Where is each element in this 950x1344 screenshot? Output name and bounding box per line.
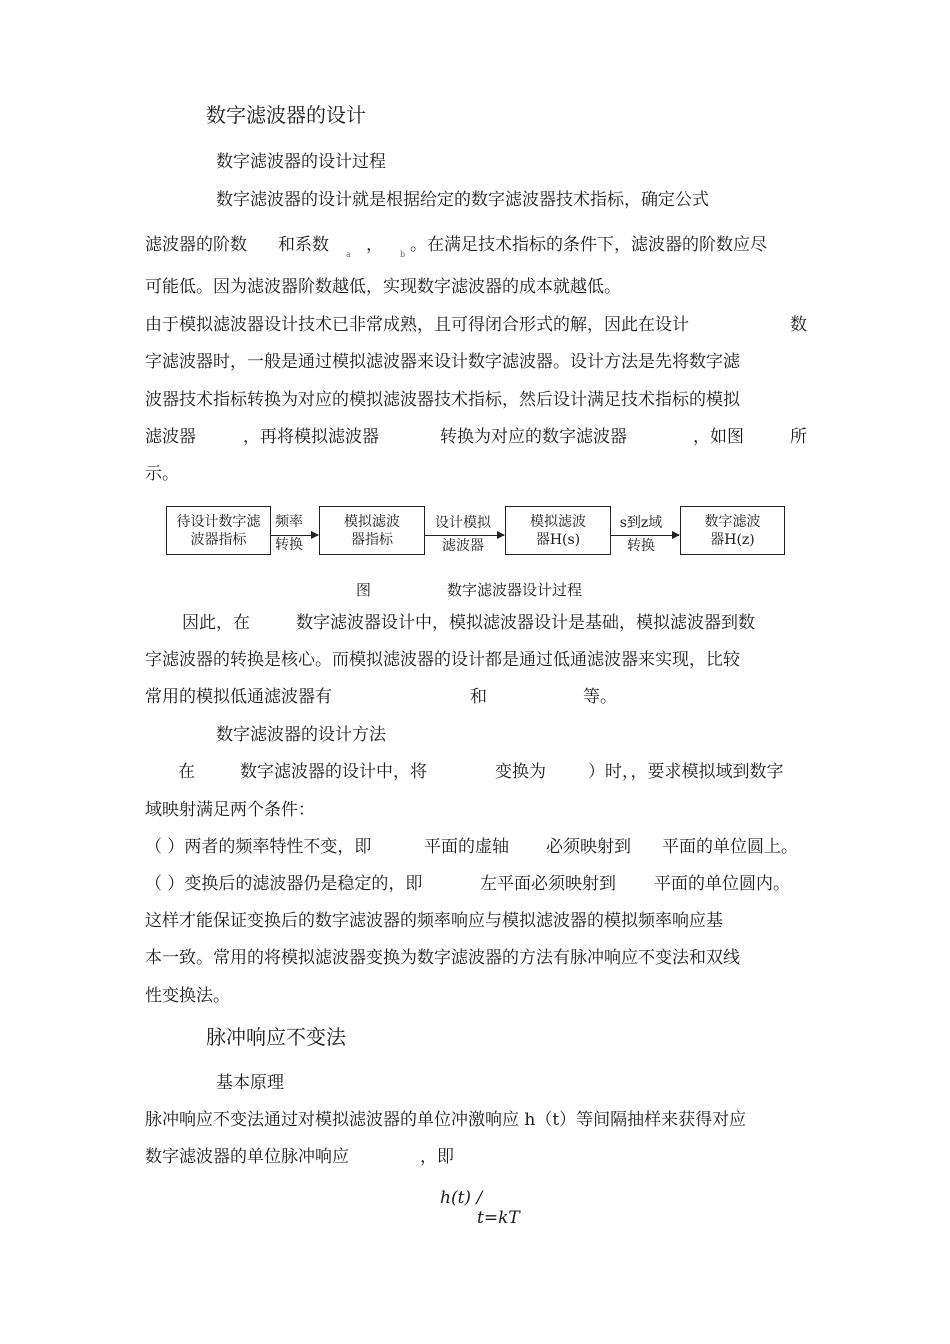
section-heading: 数字滤波器的设计 xyxy=(206,103,366,127)
condition-line: 必须映射到 xyxy=(546,837,631,857)
paragraph-line: ，如图 xyxy=(693,427,744,447)
figure-caption: 数字滤波器设计过程 xyxy=(447,581,583,599)
box-label: 器指标 xyxy=(351,531,393,548)
paragraph-line: 等。 xyxy=(583,687,617,707)
arrow-label: 频率 xyxy=(275,514,303,530)
arrow-right xyxy=(424,535,504,536)
paragraph-line: 。在满足技术指标的条件下，滤波器的阶数应尽 xyxy=(410,235,767,255)
paragraph-line: 数字滤波器的设计就是根据给定的数字滤波器技术指标，确定公式 xyxy=(216,190,709,210)
paragraph-line: 数字滤波器的设计中，将 xyxy=(240,762,427,782)
paragraph-line: 字滤波器的转换是核心。而模拟滤波器的设计都是通过低通滤波器来实现，比较 xyxy=(145,650,740,670)
box-analog-spec xyxy=(319,506,425,555)
paragraph-line: ，再将模拟滤波器 xyxy=(243,427,379,447)
condition-line: 平面的单位圆内。 xyxy=(654,874,790,894)
coefficient-symbol: a xyxy=(346,250,351,259)
box-label: 模拟滤波 xyxy=(344,513,400,530)
paragraph-line: ， xyxy=(366,235,383,255)
subsection-heading: 数字滤波器的设计方法 xyxy=(216,725,386,745)
box-label: 数字滤波 xyxy=(704,513,761,530)
paragraph-line: 数 xyxy=(790,315,807,335)
paragraph-line: 和系数 xyxy=(278,235,329,255)
subsection-heading: 基本原理 xyxy=(216,1073,284,1093)
box-label: 模拟滤波 xyxy=(530,513,586,530)
arrow-label: 转换 xyxy=(627,538,655,554)
box-digital-filter xyxy=(680,506,785,555)
paragraph-line: 性变换法。 xyxy=(145,986,230,1006)
formula-main: h(t) / xyxy=(440,1188,483,1208)
paragraph-line: 滤波器 xyxy=(145,427,196,447)
subsection-heading: 数字滤波器的设计过程 xyxy=(216,152,386,172)
paragraph-line: 所 xyxy=(790,427,807,447)
paragraph-line: 常用的模拟低通滤波器有 xyxy=(145,687,332,707)
paragraph-line: 波器技术指标转换为对应的模拟滤波器技术指标，然后设计满足技术指标的模拟 xyxy=(145,390,740,410)
condition-line: 左平面必须映射到 xyxy=(480,874,616,894)
paragraph-line: 域映射满足两个条件： xyxy=(145,800,315,820)
box-label: 器H(z) xyxy=(710,531,755,548)
box-label: 波器指标 xyxy=(190,531,247,548)
condition-line: （ ）两者的频率特性不变，即 xyxy=(145,837,372,857)
paragraph-line: 数字滤波器的单位脉冲响应 xyxy=(145,1147,349,1167)
figure-caption-label: 图 xyxy=(356,581,372,599)
condition-line: 平面的虚轴 xyxy=(424,837,509,857)
paragraph-line: ）时，，要求模拟域到数字 xyxy=(588,762,784,782)
paragraph-line: 脉冲响应不变法通过对模拟滤波器的单位冲激响应 h（t）等间隔抽样来获得对应 xyxy=(145,1110,747,1130)
box-analog-filter xyxy=(505,506,611,555)
paragraph-line: 数字滤波器设计中，模拟滤波器设计是基础，模拟滤波器到数 xyxy=(296,613,755,633)
paragraph-line: 滤波器的阶数 xyxy=(145,235,247,255)
paragraph-line: 本一致。常用的将模拟滤波器变换为数字滤波器的方法有脉冲响应不变法和双线 xyxy=(145,948,740,968)
box-label: 器H(s) xyxy=(535,531,581,548)
arrow-label: s到z域 xyxy=(619,515,663,531)
arrow-right xyxy=(610,535,679,536)
condition-line: 平面的单位圆上。 xyxy=(662,837,798,857)
section-heading: 脉冲响应不变法 xyxy=(206,1025,346,1049)
paragraph-line: 示。 xyxy=(145,464,179,484)
box-label: 待设计数字滤 xyxy=(176,513,261,530)
paragraph-line: 转换为对应的数字滤波器 xyxy=(440,427,627,447)
paragraph-line: 可能低。因为滤波器阶数越低，实现数字滤波器的成本就越低。 xyxy=(145,277,621,297)
paragraph-line: 由于模拟滤波器设计技术已非常成熟，且可得闭合形式的解，因此在设计 xyxy=(145,315,689,335)
arrow-label: 滤波器 xyxy=(442,538,484,554)
coefficient-symbol: b xyxy=(400,250,406,259)
paragraph-line: 字滤波器时，一般是通过模拟滤波器来设计数字滤波器。设计方法是先将数字滤 xyxy=(145,352,740,372)
box-digital-spec xyxy=(166,506,271,555)
paragraph-line: ，即 xyxy=(420,1147,454,1167)
paragraph-line: 和 xyxy=(470,687,487,707)
paragraph-line: 在 xyxy=(178,762,195,782)
arrow-label: 转换 xyxy=(275,537,303,553)
paragraph-line: 因此，在 xyxy=(182,613,250,633)
arrow-label: 设计模拟 xyxy=(435,515,491,531)
paragraph-line: 变换为 xyxy=(495,762,546,782)
paragraph-line: 这样才能保证变换后的数字滤波器的频率响应与模拟滤波器的模拟频率响应基 xyxy=(145,911,723,931)
condition-line: （ ）变换后的滤波器仍是稳定的，即 xyxy=(145,874,423,894)
formula-subscript: t=kT xyxy=(477,1208,520,1228)
